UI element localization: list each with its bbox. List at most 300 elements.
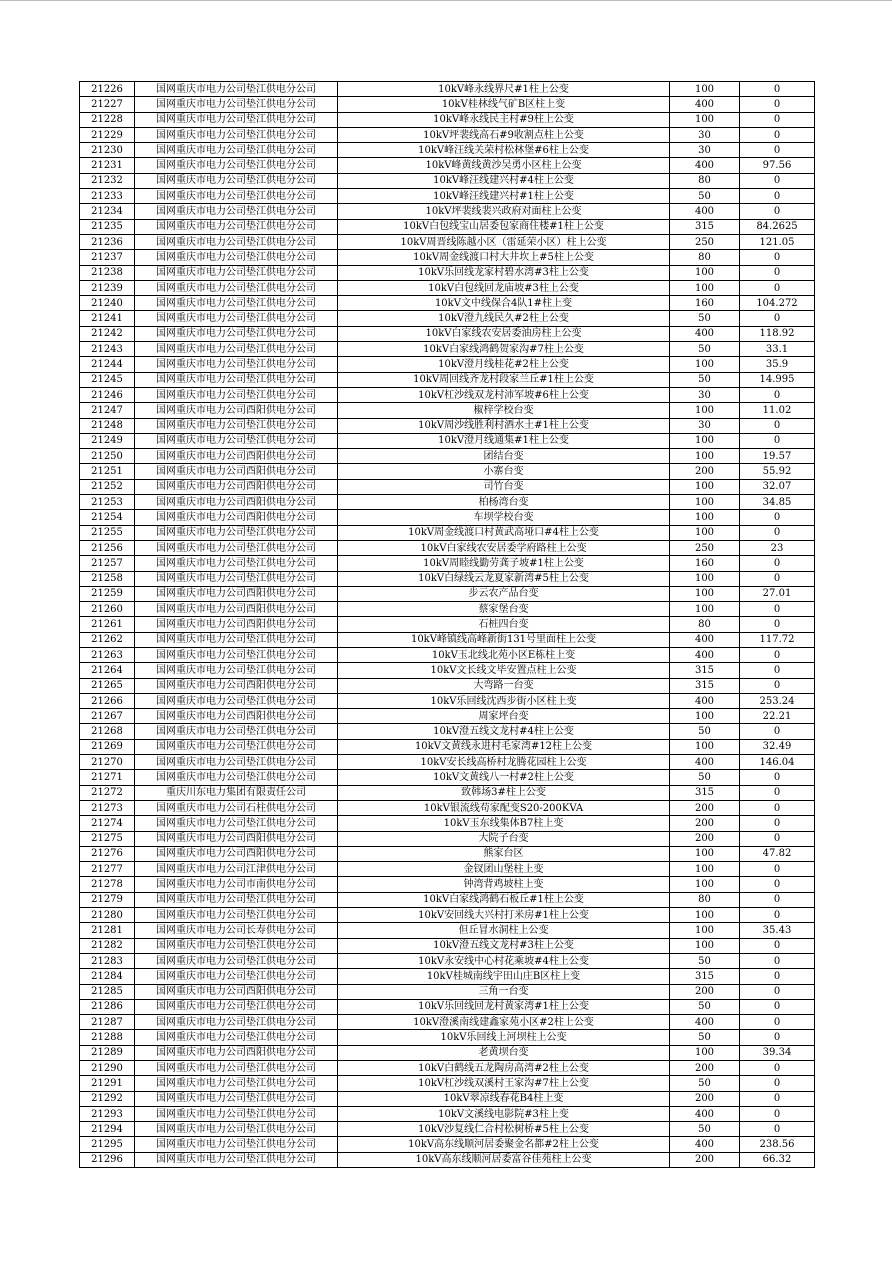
row-id-cell: 21258: [80, 571, 135, 586]
company-cell: 国网重庆市电力公司酉阳供电分公司: [135, 984, 338, 999]
transformer-name-cell: 10kV文长线文毕安置点柱上公变: [338, 663, 670, 678]
value-cell: 0: [740, 1015, 815, 1030]
row-id-cell: 21232: [80, 173, 135, 188]
row-id-cell: 21267: [80, 709, 135, 724]
table-row: [80, 923, 815, 938]
table-row: [80, 709, 815, 724]
row-id-cell: 21265: [80, 678, 135, 693]
transformer-name-cell: 10kV乐回线回龙村黄家湾#1柱上公变: [338, 999, 670, 1014]
row-id-cell: 21288: [80, 1030, 135, 1045]
capacity-cell: 80: [670, 892, 740, 907]
company-cell: 国网重庆市电力公司长寿供电分公司: [135, 923, 338, 938]
table-row: [80, 1045, 815, 1060]
table-row: [80, 862, 815, 877]
transformer-name-cell: 10kV杠沙线双龙村沛军坡#6柱上公变: [338, 387, 670, 402]
row-id-cell: 21276: [80, 846, 135, 861]
value-cell: 19.57: [740, 449, 815, 464]
capacity-cell: 100: [670, 403, 740, 418]
row-id-cell: 21238: [80, 265, 135, 280]
capacity-cell: 100: [670, 862, 740, 877]
row-id-cell: 21244: [80, 357, 135, 372]
value-cell: 0: [740, 908, 815, 923]
value-cell: 0: [740, 724, 815, 739]
row-id-cell: 21249: [80, 433, 135, 448]
value-cell: 0: [740, 678, 815, 693]
table-row: [80, 816, 815, 831]
capacity-cell: 315: [670, 663, 740, 678]
capacity-cell: 100: [670, 449, 740, 464]
capacity-cell: 100: [670, 479, 740, 494]
capacity-cell: 100: [670, 495, 740, 510]
transformer-name-cell: 10kV峰永线界尺#1柱上公变: [338, 82, 670, 97]
table-row: [80, 571, 815, 586]
company-cell: 国网重庆市电力公司江津供电分公司: [135, 862, 338, 877]
table-row: [80, 82, 815, 97]
transformer-name-cell: 10kV乐回线上河坝柱上公变: [338, 1030, 670, 1045]
transformer-name-cell: 10kV高东线顺河居委富谷佳苑柱上公变: [338, 1152, 670, 1167]
transformer-name-cell: 10kV文溪线电影院#3柱上变: [338, 1106, 670, 1121]
company-cell: 国网重庆市电力公司垫江供电分公司: [135, 525, 338, 540]
row-id-cell: 21293: [80, 1106, 135, 1121]
capacity-cell: 100: [670, 112, 740, 127]
capacity-cell: 400: [670, 97, 740, 112]
transformer-name-cell: 10kV峰镇线高峰新街131号里面柱上公变: [338, 632, 670, 647]
table-row: [80, 158, 815, 173]
table-row: [80, 189, 815, 204]
table-row: [80, 877, 815, 892]
table-row: [80, 785, 815, 800]
value-cell: 35.43: [740, 923, 815, 938]
value-cell: 55.92: [740, 464, 815, 479]
company-cell: 国网重庆市电力公司垫江供电分公司: [135, 724, 338, 739]
transformer-name-cell: 10kV澄五线文龙村#3柱上公变: [338, 938, 670, 953]
row-id-cell: 21286: [80, 999, 135, 1014]
row-id-cell: 21291: [80, 1076, 135, 1091]
capacity-cell: 80: [670, 250, 740, 265]
table-row: [80, 892, 815, 907]
row-id-cell: 21252: [80, 479, 135, 494]
value-cell: 0: [740, 97, 815, 112]
table-row: [80, 449, 815, 464]
row-id-cell: 21242: [80, 326, 135, 341]
capacity-cell: 50: [670, 311, 740, 326]
company-cell: 国网重庆市电力公司酉阳供电分公司: [135, 846, 338, 861]
value-cell: 0: [740, 953, 815, 968]
transformer-name-cell: 小寨台变: [338, 464, 670, 479]
transformer-table: [79, 81, 815, 1168]
transformer-name-cell: 10kV安长线高桥村龙腾花园柱上公变: [338, 755, 670, 770]
capacity-cell: 315: [670, 785, 740, 800]
transformer-name-cell: 车坝学校台变: [338, 510, 670, 525]
table-row: [80, 112, 815, 127]
transformer-name-cell: 老黄坝台变: [338, 1045, 670, 1060]
transformer-name-cell: 10kV澄五线文龙村#4柱上公变: [338, 724, 670, 739]
row-id-cell: 21233: [80, 189, 135, 204]
capacity-cell: 50: [670, 770, 740, 785]
capacity-cell: 100: [670, 82, 740, 97]
value-cell: 0: [740, 1030, 815, 1045]
capacity-cell: 200: [670, 984, 740, 999]
table-row: [80, 846, 815, 861]
company-cell: 国网重庆市电力公司垫江供电分公司: [135, 173, 338, 188]
value-cell: 0: [740, 112, 815, 127]
row-id-cell: 21287: [80, 1015, 135, 1030]
value-cell: 0: [740, 785, 815, 800]
company-cell: 国网重庆市电力公司垫江供电分公司: [135, 1152, 338, 1167]
row-id-cell: 21247: [80, 403, 135, 418]
capacity-cell: 100: [670, 846, 740, 861]
capacity-cell: 30: [670, 127, 740, 142]
company-cell: 国网重庆市电力公司垫江供电分公司: [135, 969, 338, 984]
value-cell: 0: [740, 602, 815, 617]
row-id-cell: 21237: [80, 250, 135, 265]
capacity-cell: 315: [670, 678, 740, 693]
company-cell: 国网重庆市电力公司垫江供电分公司: [135, 112, 338, 127]
value-cell: 0: [740, 556, 815, 571]
row-id-cell: 21268: [80, 724, 135, 739]
table-row: [80, 372, 815, 387]
transformer-name-cell: 周家坪台变: [338, 709, 670, 724]
capacity-cell: 30: [670, 387, 740, 402]
table-row: [80, 540, 815, 555]
company-cell: 国网重庆市电力公司酉阳供电分公司: [135, 495, 338, 510]
transformer-name-cell: 10kV周回线齐龙村段家兰丘#1柱上公变: [338, 372, 670, 387]
value-cell: 0: [740, 617, 815, 632]
company-cell: 国网重庆市电力公司酉阳供电分公司: [135, 1045, 338, 1060]
transformer-name-cell: 但丘冒水洞柱上公变: [338, 923, 670, 938]
table-row: [80, 938, 815, 953]
table-row: [80, 265, 815, 280]
table-row: [80, 908, 815, 923]
company-cell: 国网重庆市电力公司垫江供电分公司: [135, 418, 338, 433]
capacity-cell: 50: [670, 1076, 740, 1091]
row-id-cell: 21283: [80, 953, 135, 968]
transformer-name-cell: 10kV峰永线民主村#9柱上公变: [338, 112, 670, 127]
value-cell: 0: [740, 892, 815, 907]
table-row: [80, 127, 815, 142]
company-cell: 国网重庆市电力公司垫江供电分公司: [135, 158, 338, 173]
value-cell: 97.56: [740, 158, 815, 173]
value-cell: 0: [740, 571, 815, 586]
value-cell: 35.9: [740, 357, 815, 372]
table-row: [80, 1106, 815, 1121]
row-id-cell: 21228: [80, 112, 135, 127]
transformer-name-cell: 10kV澄月线通集#1柱上公变: [338, 433, 670, 448]
transformer-name-cell: 10kV翠凉线春花B4柱上变: [338, 1091, 670, 1106]
value-cell: 0: [740, 800, 815, 815]
table-row: [80, 357, 815, 372]
capacity-cell: 160: [670, 296, 740, 311]
row-id-cell: 21296: [80, 1152, 135, 1167]
capacity-cell: 400: [670, 693, 740, 708]
row-id-cell: 21273: [80, 800, 135, 815]
table-row: [80, 999, 815, 1014]
value-cell: 118.92: [740, 326, 815, 341]
capacity-cell: 50: [670, 342, 740, 357]
company-cell: 国网重庆市电力公司垫江供电分公司: [135, 296, 338, 311]
transformer-name-cell: 三角一台变: [338, 984, 670, 999]
row-id-cell: 21282: [80, 938, 135, 953]
transformer-name-cell: 10kV白家线农安居委油房柱上公变: [338, 326, 670, 341]
capacity-cell: 250: [670, 540, 740, 555]
capacity-cell: 200: [670, 464, 740, 479]
row-id-cell: 21295: [80, 1137, 135, 1152]
capacity-cell: 400: [670, 632, 740, 647]
company-cell: 国网重庆市电力公司石柱供电分公司: [135, 800, 338, 815]
transformer-name-cell: 10kV峰汪线建兴村#1柱上公变: [338, 189, 670, 204]
row-id-cell: 21245: [80, 372, 135, 387]
capacity-cell: 400: [670, 158, 740, 173]
transformer-name-cell: 10kV周晋线陈越小区（雷延荣小区）柱上公变: [338, 234, 670, 249]
transformer-name-cell: 10kV杠沙线双溪村王家沟#7柱上公变: [338, 1076, 670, 1091]
value-cell: 0: [740, 189, 815, 204]
table-row: [80, 403, 815, 418]
capacity-cell: 100: [670, 433, 740, 448]
value-cell: 0: [740, 877, 815, 892]
value-cell: 0: [740, 831, 815, 846]
capacity-cell: 100: [670, 709, 740, 724]
table-row: [80, 1137, 815, 1152]
table-row: [80, 800, 815, 815]
row-id-cell: 21280: [80, 908, 135, 923]
value-cell: 253.24: [740, 693, 815, 708]
row-id-cell: 21229: [80, 127, 135, 142]
value-cell: 0: [740, 127, 815, 142]
value-cell: 121.05: [740, 234, 815, 249]
row-id-cell: 21261: [80, 617, 135, 632]
value-cell: 0: [740, 510, 815, 525]
table-row: [80, 632, 815, 647]
company-cell: 国网重庆市电力公司酉阳供电分公司: [135, 831, 338, 846]
capacity-cell: 200: [670, 816, 740, 831]
capacity-cell: 250: [670, 234, 740, 249]
table-row: [80, 739, 815, 754]
table-row: [80, 280, 815, 295]
company-cell: 国网重庆市电力公司酉阳供电分公司: [135, 449, 338, 464]
transformer-name-cell: 柏杨湾台变: [338, 495, 670, 510]
table-row: [80, 433, 815, 448]
transformer-name-cell: 10kV白家线鸿鹤贺家沟#7柱上公变: [338, 342, 670, 357]
capacity-cell: 100: [670, 586, 740, 601]
transformer-name-cell: 椒梓学校台变: [338, 403, 670, 418]
row-id-cell: 21270: [80, 755, 135, 770]
value-cell: 0: [740, 969, 815, 984]
transformer-name-cell: 10kV坪裴线裴兴政府对面柱上公变: [338, 204, 670, 219]
table-row: [80, 97, 815, 112]
capacity-cell: 100: [670, 510, 740, 525]
capacity-cell: 80: [670, 173, 740, 188]
capacity-cell: 315: [670, 969, 740, 984]
value-cell: 117.72: [740, 632, 815, 647]
value-cell: 0: [740, 816, 815, 831]
value-cell: 14.995: [740, 372, 815, 387]
transformer-name-cell: 10kV周沙线胜利村酒水土#1柱上公变: [338, 418, 670, 433]
table-row: [80, 204, 815, 219]
capacity-cell: 200: [670, 831, 740, 846]
row-id-cell: 21243: [80, 342, 135, 357]
company-cell: 国网重庆市电力公司酉阳供电分公司: [135, 464, 338, 479]
transformer-name-cell: 10kV高东线顺河居委聚金名都#2柱上公变: [338, 1137, 670, 1152]
capacity-cell: 160: [670, 556, 740, 571]
company-cell: 国网重庆市电力公司垫江供电分公司: [135, 204, 338, 219]
capacity-cell: 100: [670, 602, 740, 617]
row-id-cell: 21241: [80, 311, 135, 326]
row-id-cell: 21239: [80, 280, 135, 295]
table-row: [80, 755, 815, 770]
company-cell: 重庆川东电力集团有限责任公司: [135, 785, 338, 800]
capacity-cell: 200: [670, 800, 740, 815]
capacity-cell: 400: [670, 1137, 740, 1152]
capacity-cell: 200: [670, 1152, 740, 1167]
capacity-cell: 50: [670, 953, 740, 968]
company-cell: 国网重庆市电力公司垫江供电分公司: [135, 1137, 338, 1152]
company-cell: 国网重庆市电力公司酉阳供电分公司: [135, 602, 338, 617]
capacity-cell: 200: [670, 1061, 740, 1076]
company-cell: 国网重庆市电力公司垫江供电分公司: [135, 342, 338, 357]
capacity-cell: 315: [670, 219, 740, 234]
row-id-cell: 21263: [80, 647, 135, 662]
row-id-cell: 21255: [80, 525, 135, 540]
value-cell: 23: [740, 540, 815, 555]
table-row: [80, 296, 815, 311]
transformer-name-cell: 步云农产品台变: [338, 586, 670, 601]
table-row: [80, 464, 815, 479]
table-row: [80, 479, 815, 494]
table-row: [80, 1091, 815, 1106]
value-cell: 47.82: [740, 846, 815, 861]
company-cell: 国网重庆市电力公司市南供电分公司: [135, 877, 338, 892]
company-cell: 国网重庆市电力公司垫江供电分公司: [135, 311, 338, 326]
company-cell: 国网重庆市电力公司酉阳供电分公司: [135, 510, 338, 525]
company-cell: 国网重庆市电力公司垫江供电分公司: [135, 127, 338, 142]
company-cell: 国网重庆市电力公司垫江供电分公司: [135, 326, 338, 341]
capacity-cell: 100: [670, 525, 740, 540]
company-cell: 国网重庆市电力公司酉阳供电分公司: [135, 617, 338, 632]
value-cell: 0: [740, 525, 815, 540]
company-cell: 国网重庆市电力公司酉阳供电分公司: [135, 586, 338, 601]
capacity-cell: 50: [670, 999, 740, 1014]
company-cell: 国网重庆市电力公司垫江供电分公司: [135, 999, 338, 1014]
value-cell: 0: [740, 387, 815, 402]
transformer-name-cell: 金钗团山堡柱上变: [338, 862, 670, 877]
table-row: [80, 724, 815, 739]
table-row: [80, 1061, 815, 1076]
capacity-cell: 100: [670, 877, 740, 892]
value-cell: 0: [740, 433, 815, 448]
page-top-border: [0, 0, 892, 1]
capacity-cell: 400: [670, 1106, 740, 1121]
company-cell: 国网重庆市电力公司垫江供电分公司: [135, 770, 338, 785]
table-row: [80, 602, 815, 617]
transformer-name-cell: 10kV沙复线仁合村松树桥#5柱上公变: [338, 1122, 670, 1137]
capacity-cell: 80: [670, 617, 740, 632]
company-cell: 国网重庆市电力公司酉阳供电分公司: [135, 709, 338, 724]
row-id-cell: 21285: [80, 984, 135, 999]
capacity-cell: 100: [670, 739, 740, 754]
capacity-cell: 100: [670, 357, 740, 372]
company-cell: 国网重庆市电力公司垫江供电分公司: [135, 647, 338, 662]
value-cell: 0: [740, 1122, 815, 1137]
company-cell: 国网重庆市电力公司垫江供电分公司: [135, 234, 338, 249]
value-cell: 11.02: [740, 403, 815, 418]
transformer-name-cell: 10kV澄溪南线建鑫家苑小区#2柱上公变: [338, 1015, 670, 1030]
value-cell: 238.56: [740, 1137, 815, 1152]
table-row: [80, 1076, 815, 1091]
value-cell: 0: [740, 143, 815, 158]
capacity-cell: 50: [670, 724, 740, 739]
row-id-cell: 21271: [80, 770, 135, 785]
company-cell: 国网重庆市电力公司垫江供电分公司: [135, 357, 338, 372]
value-cell: 0: [740, 1091, 815, 1106]
value-cell: 0: [740, 311, 815, 326]
table-row: [80, 234, 815, 249]
company-cell: 国网重庆市电力公司垫江供电分公司: [135, 816, 338, 831]
capacity-cell: 100: [670, 1045, 740, 1060]
transformer-name-cell: 致韩场3#柱上公变: [338, 785, 670, 800]
capacity-cell: 100: [670, 265, 740, 280]
capacity-cell: 50: [670, 372, 740, 387]
table-row: [80, 525, 815, 540]
transformer-name-cell: 10kV峰黄线黄沙吴勇小区柱上公变: [338, 158, 670, 173]
row-id-cell: 21290: [80, 1061, 135, 1076]
value-cell: 34.85: [740, 495, 815, 510]
table-row: [80, 770, 815, 785]
value-cell: 0: [740, 265, 815, 280]
company-cell: 国网重庆市电力公司垫江供电分公司: [135, 556, 338, 571]
company-cell: 国网重庆市电力公司垫江供电分公司: [135, 1122, 338, 1137]
transformer-name-cell: 团结台变: [338, 449, 670, 464]
capacity-cell: 400: [670, 1015, 740, 1030]
transformer-name-cell: 10kV安回线大兴村打米房#1柱上公变: [338, 908, 670, 923]
row-id-cell: 21240: [80, 296, 135, 311]
company-cell: 国网重庆市电力公司垫江供电分公司: [135, 1106, 338, 1121]
value-cell: 0: [740, 938, 815, 953]
company-cell: 国网重庆市电力公司垫江供电分公司: [135, 387, 338, 402]
table-row: [80, 387, 815, 402]
value-cell: 0: [740, 418, 815, 433]
transformer-name-cell: 10kV白包线宝山居委包家商住楼#1柱上公变: [338, 219, 670, 234]
company-cell: 国网重庆市电力公司垫江供电分公司: [135, 1091, 338, 1106]
capacity-cell: 100: [670, 923, 740, 938]
row-id-cell: 21275: [80, 831, 135, 846]
value-cell: 0: [740, 862, 815, 877]
company-cell: 国网重庆市电力公司垫江供电分公司: [135, 892, 338, 907]
capacity-cell: 100: [670, 938, 740, 953]
company-cell: 国网重庆市电力公司垫江供电分公司: [135, 1030, 338, 1045]
company-cell: 国网重庆市电力公司垫江供电分公司: [135, 1015, 338, 1030]
company-cell: 国网重庆市电力公司垫江供电分公司: [135, 663, 338, 678]
company-cell: 国网重庆市电力公司垫江供电分公司: [135, 908, 338, 923]
table-row: [80, 969, 815, 984]
value-cell: 66.32: [740, 1152, 815, 1167]
table-row: [80, 143, 815, 158]
company-cell: 国网重庆市电力公司酉阳供电分公司: [135, 678, 338, 693]
value-cell: 104.272: [740, 296, 815, 311]
row-id-cell: 21250: [80, 449, 135, 464]
table-row: [80, 495, 815, 510]
transformer-name-cell: 钟湾背鸡坡柱上变: [338, 877, 670, 892]
table-row: [80, 326, 815, 341]
capacity-cell: 30: [670, 143, 740, 158]
row-id-cell: 21231: [80, 158, 135, 173]
row-id-cell: 21256: [80, 540, 135, 555]
table-row: [80, 173, 815, 188]
capacity-cell: 50: [670, 1122, 740, 1137]
table-row: [80, 1015, 815, 1030]
company-cell: 国网重庆市电力公司垫江供电分公司: [135, 82, 338, 97]
transformer-name-cell: 10kV白绿线云龙夏家新湾#5柱上公变: [338, 571, 670, 586]
row-id-cell: 21230: [80, 143, 135, 158]
